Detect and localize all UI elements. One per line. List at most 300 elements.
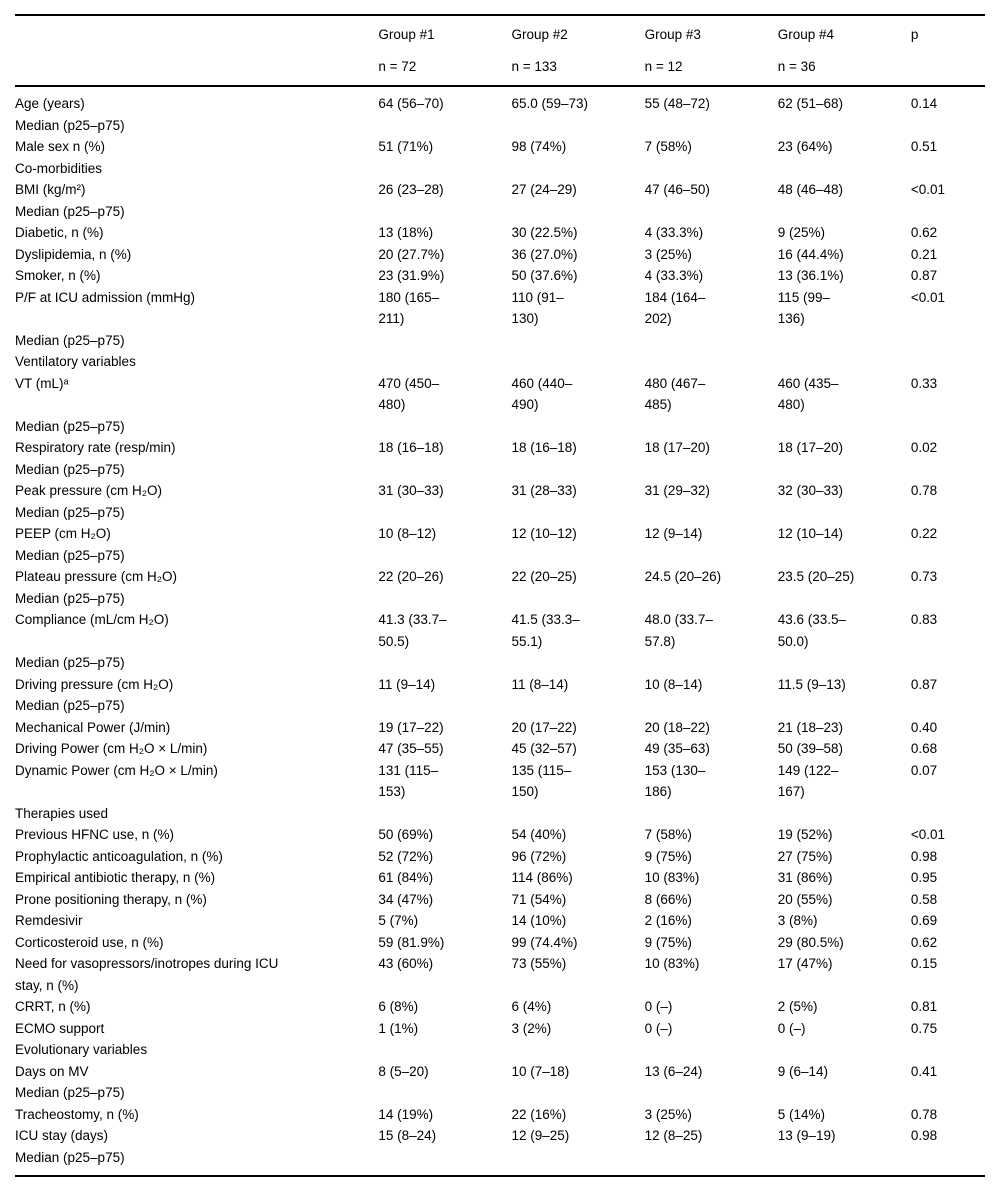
row-value: 71 (54%) bbox=[511, 891, 567, 907]
row-value bbox=[511, 351, 644, 373]
table-row bbox=[15, 932, 985, 954]
row-p-value: 0.98 bbox=[910, 1128, 938, 1143]
row-value bbox=[778, 1039, 911, 1061]
row-value: 12 (9–25) bbox=[511, 1128, 570, 1143]
row-value bbox=[378, 115, 511, 137]
row-label: Median (p25–p75) bbox=[15, 203, 125, 219]
header-cell-group-1: Group #1 bbox=[378, 27, 435, 42]
row-value bbox=[645, 201, 778, 223]
row-value: 3 (2%) bbox=[511, 1020, 552, 1036]
row-p-value bbox=[911, 351, 985, 373]
row-value: 115 (99–136) bbox=[777, 289, 831, 326]
row-value: 2 (16%) bbox=[644, 913, 692, 928]
row-p-value: 0.07 bbox=[910, 762, 938, 778]
row-value: 41.3 (33.7–50.5) bbox=[378, 612, 447, 649]
row-p-value: 0.98 bbox=[910, 848, 938, 864]
table-row bbox=[15, 86, 985, 115]
row-label: Driving Power (cm H₂O × L/min) bbox=[15, 741, 208, 756]
row-value: 6 (4%) bbox=[511, 999, 552, 1014]
table-row bbox=[15, 158, 985, 180]
row-value: 19 (17–22) bbox=[378, 719, 444, 735]
row-value: 15 (8–24) bbox=[378, 1128, 437, 1143]
row-value: 20 (55%) bbox=[777, 891, 833, 907]
row-value: 20 (17–22) bbox=[511, 719, 577, 735]
row-value: 22 (20–26) bbox=[378, 569, 444, 584]
row-label: Prone positioning therapy, n (%) bbox=[15, 891, 207, 907]
row-label: Median (p25–p75) bbox=[15, 590, 125, 606]
table-row bbox=[15, 265, 985, 287]
table-row bbox=[15, 523, 985, 545]
row-label: Peak pressure (cm H₂O) bbox=[15, 483, 163, 498]
row-label: Median (p25–p75) bbox=[15, 332, 125, 348]
row-value: 12 (8–25) bbox=[644, 1128, 703, 1143]
row-value: 14 (19%) bbox=[378, 1106, 434, 1122]
table-row bbox=[15, 1104, 985, 1126]
row-value: 10 (83%) bbox=[644, 956, 700, 971]
table-row bbox=[15, 1147, 985, 1177]
row-value: 10 (7–18) bbox=[511, 1063, 570, 1079]
row-value bbox=[778, 459, 911, 481]
row-value: 18 (16–18) bbox=[378, 440, 444, 455]
row-label: Prophylactic anticoagulation, n (%) bbox=[15, 848, 223, 864]
table-row bbox=[15, 996, 985, 1018]
row-p-value bbox=[911, 1039, 985, 1061]
table-row bbox=[15, 609, 985, 652]
row-value: 5 (7%) bbox=[378, 913, 419, 928]
row-value: 31 (28–33) bbox=[511, 483, 577, 498]
row-value bbox=[378, 158, 511, 180]
row-label: Dyslipidemia, n (%) bbox=[15, 246, 132, 262]
row-value: 62 (51–68) bbox=[777, 96, 844, 111]
row-value: 41.5 (33.3–55.1) bbox=[511, 612, 580, 649]
row-value bbox=[778, 158, 911, 180]
row-label: CRRT, n (%) bbox=[15, 999, 91, 1014]
row-p-value bbox=[911, 803, 985, 825]
row-p-value bbox=[911, 545, 985, 567]
row-value: 10 (8–12) bbox=[378, 526, 437, 541]
row-value: 22 (16%) bbox=[511, 1106, 567, 1122]
row-value: 43 (60%) bbox=[378, 956, 434, 971]
row-p-value: 0.62 bbox=[910, 225, 938, 240]
row-value: 17 (47%) bbox=[777, 956, 833, 971]
row-label: Remdesivir bbox=[15, 913, 83, 928]
row-value bbox=[511, 201, 644, 223]
row-value: 34 (47%) bbox=[378, 891, 434, 907]
row-label: Male sex n (%) bbox=[15, 139, 106, 154]
table-row bbox=[15, 459, 985, 481]
row-value bbox=[378, 1147, 511, 1177]
row-value: 54 (40%) bbox=[511, 827, 567, 842]
header-cell-n-group-4: n = 36 bbox=[777, 58, 816, 74]
table-row bbox=[15, 502, 985, 524]
row-value: 50 (37.6%) bbox=[511, 268, 578, 283]
row-label: PEEP (cm H₂O) bbox=[15, 526, 111, 541]
row-value bbox=[645, 115, 778, 137]
row-p-value: 0.15 bbox=[910, 956, 938, 971]
row-value bbox=[511, 652, 644, 674]
row-label: Ventilatory variables bbox=[15, 354, 136, 369]
row-p-value: 0.69 bbox=[910, 913, 938, 928]
row-value: 0 (–) bbox=[777, 1020, 806, 1036]
row-value: 27 (24–29) bbox=[511, 182, 577, 197]
row-value: 52 (72%) bbox=[378, 848, 434, 864]
table-row bbox=[15, 717, 985, 739]
row-value bbox=[511, 158, 644, 180]
table-row bbox=[15, 244, 985, 266]
row-value: 16 (44.4%) bbox=[777, 246, 844, 262]
row-value: 11 (9–14) bbox=[378, 676, 436, 692]
row-value: 47 (35–55) bbox=[378, 741, 444, 756]
row-label: Median (p25–p75) bbox=[15, 418, 125, 434]
row-label: P/F at ICU admission (mmHg) bbox=[15, 289, 196, 305]
table-row bbox=[15, 738, 985, 760]
row-value bbox=[511, 545, 644, 567]
row-p-value bbox=[911, 502, 985, 524]
row-value: 22 (20–25) bbox=[511, 569, 577, 584]
table-row bbox=[15, 1082, 985, 1104]
row-value: 9 (25%) bbox=[777, 225, 826, 240]
row-value: 0 (–) bbox=[644, 999, 673, 1014]
row-value: 18 (17–20) bbox=[777, 440, 844, 455]
row-p-value bbox=[911, 1147, 985, 1177]
row-value bbox=[778, 416, 911, 438]
row-label: Median (p25–p75) bbox=[15, 1085, 125, 1100]
row-value: 9 (6–14) bbox=[777, 1063, 829, 1079]
results-table bbox=[15, 14, 985, 1177]
header-cell-p: p bbox=[910, 27, 919, 42]
row-value: 470 (450–480) bbox=[378, 375, 440, 412]
row-value: 12 (10–12) bbox=[511, 526, 577, 541]
row-value: 49 (35–63) bbox=[644, 741, 710, 756]
row-p-value bbox=[911, 158, 985, 180]
row-p-value: <0.01 bbox=[910, 182, 946, 197]
table-row bbox=[15, 824, 985, 846]
row-p-value: 0.73 bbox=[910, 569, 938, 584]
table-row bbox=[15, 695, 985, 717]
row-label: Respiratory rate (resp/min) bbox=[15, 440, 176, 455]
row-value: 23 (31.9%) bbox=[378, 268, 445, 283]
row-p-value: 0.87 bbox=[910, 676, 938, 692]
row-value: 10 (83%) bbox=[644, 870, 700, 885]
row-value bbox=[778, 1147, 911, 1177]
row-value bbox=[645, 1082, 778, 1104]
row-value: 3 (8%) bbox=[777, 913, 818, 928]
row-label: Median (p25–p75) bbox=[15, 461, 125, 477]
row-value: 1 (1%) bbox=[378, 1020, 419, 1036]
row-value bbox=[645, 1039, 778, 1061]
row-value: 7 (58%) bbox=[644, 827, 692, 842]
row-p-value bbox=[911, 416, 985, 438]
row-value bbox=[645, 158, 778, 180]
row-label: Diabetic, n (%) bbox=[15, 225, 104, 240]
row-value: 4 (33.3%) bbox=[644, 225, 704, 240]
row-value bbox=[511, 695, 644, 717]
row-label: ECMO support bbox=[15, 1020, 105, 1036]
header-cell-n-p bbox=[911, 46, 985, 87]
table-row bbox=[15, 201, 985, 223]
row-p-value: 0.41 bbox=[910, 1063, 938, 1079]
row-value: 114 (86%) bbox=[511, 870, 573, 885]
row-value: 23 (64%) bbox=[777, 139, 833, 154]
row-value bbox=[511, 330, 644, 352]
row-value bbox=[778, 1082, 911, 1104]
row-label: Median (p25–p75) bbox=[15, 698, 125, 713]
table-body bbox=[15, 86, 985, 1176]
row-p-value: 0.22 bbox=[910, 526, 938, 541]
row-value bbox=[511, 1039, 644, 1061]
row-value: 31 (29–32) bbox=[644, 483, 710, 498]
table-row bbox=[15, 652, 985, 674]
row-value: 0 (–) bbox=[644, 1020, 673, 1036]
row-value: 27 (75%) bbox=[777, 848, 833, 864]
header-cell-group-3: Group #3 bbox=[644, 27, 701, 42]
row-p-value: 0.68 bbox=[910, 741, 938, 756]
row-value: 31 (30–33) bbox=[378, 483, 444, 498]
row-value: 18 (17–20) bbox=[644, 440, 710, 455]
row-label: Empirical antibiotic therapy, n (%) bbox=[15, 870, 216, 885]
table-row bbox=[15, 545, 985, 567]
row-p-value: 0.78 bbox=[910, 483, 938, 498]
row-value: 21 (18–23) bbox=[777, 719, 844, 735]
row-value bbox=[378, 351, 511, 373]
table-row bbox=[15, 351, 985, 373]
table-row bbox=[15, 373, 985, 416]
row-value: 45 (32–57) bbox=[511, 741, 577, 756]
table-row bbox=[15, 480, 985, 502]
row-value: 135 (115–150) bbox=[511, 762, 572, 799]
row-label: Mechanical Power (J/min) bbox=[15, 719, 171, 735]
header-cell-n-spacer bbox=[15, 46, 378, 87]
row-value bbox=[378, 803, 511, 825]
header-cell-n-group-3: n = 12 bbox=[644, 58, 683, 74]
row-p-value bbox=[911, 588, 985, 610]
row-value bbox=[778, 545, 911, 567]
row-value bbox=[645, 695, 778, 717]
row-value bbox=[778, 330, 911, 352]
row-value: 110 (91–130) bbox=[511, 289, 564, 326]
row-value: 50 (39–58) bbox=[777, 741, 844, 756]
table-row bbox=[15, 136, 985, 158]
row-value: 43.6 (33.5–50.0) bbox=[777, 612, 847, 649]
row-p-value: 0.21 bbox=[910, 246, 938, 262]
row-label: Smoker, n (%) bbox=[15, 268, 101, 283]
row-label: Median (p25–p75) bbox=[15, 504, 125, 520]
row-p-value: 0.51 bbox=[910, 139, 938, 154]
row-value: 7 (58%) bbox=[644, 139, 692, 154]
row-label: Need for vasopressors/inotropes during ICU stay, n (%) bbox=[15, 956, 279, 993]
row-label: VT (mL)ᵃ bbox=[15, 375, 69, 391]
row-value bbox=[378, 1039, 511, 1061]
row-value: 12 (9–14) bbox=[644, 526, 703, 541]
row-value: 11 (8–14) bbox=[511, 676, 569, 692]
row-value: 50 (69%) bbox=[378, 827, 434, 842]
row-label: Co-morbidities bbox=[15, 160, 103, 176]
row-label: Median (p25–p75) bbox=[15, 547, 125, 563]
row-p-value: 0.87 bbox=[910, 268, 938, 283]
row-value bbox=[378, 330, 511, 352]
row-label: Therapies used bbox=[15, 805, 109, 821]
table-row bbox=[15, 416, 985, 438]
row-value: 180 (165–211) bbox=[378, 289, 440, 326]
row-value: 4 (33.3%) bbox=[644, 268, 704, 283]
row-label: Dynamic Power (cm H₂O × L/min) bbox=[15, 762, 218, 778]
row-value bbox=[511, 588, 644, 610]
row-value: 55 (48–72) bbox=[644, 96, 710, 111]
row-value: 10 (8–14) bbox=[644, 676, 703, 692]
row-value: 61 (84%) bbox=[378, 870, 434, 885]
header-cell-group-2: Group #2 bbox=[511, 27, 568, 42]
header-row-groups bbox=[15, 15, 985, 46]
row-value bbox=[511, 416, 644, 438]
row-value bbox=[645, 330, 778, 352]
row-value: 13 (18%) bbox=[378, 225, 434, 240]
header-cell-group-4: Group #4 bbox=[777, 27, 835, 42]
header-cell-label-spacer bbox=[15, 15, 378, 46]
row-value: 47 (46–50) bbox=[644, 182, 710, 197]
row-p-value bbox=[911, 115, 985, 137]
row-value: 13 (36.1%) bbox=[777, 268, 844, 283]
row-p-value: 0.62 bbox=[910, 934, 938, 950]
row-value: 9 (75%) bbox=[644, 848, 692, 864]
row-value bbox=[645, 459, 778, 481]
table-row bbox=[15, 437, 985, 459]
row-value bbox=[778, 502, 911, 524]
row-value bbox=[778, 201, 911, 223]
row-label: Median (p25–p75) bbox=[15, 1149, 125, 1165]
table-row bbox=[15, 953, 985, 996]
header-row-n bbox=[15, 46, 985, 87]
table-header bbox=[15, 15, 985, 86]
row-value: 11.5 (9–13) bbox=[777, 676, 846, 692]
row-value: 9 (75%) bbox=[644, 934, 692, 950]
table-row bbox=[15, 1061, 985, 1083]
row-value: 96 (72%) bbox=[511, 848, 567, 864]
row-value bbox=[511, 115, 644, 137]
row-p-value: <0.01 bbox=[910, 827, 946, 842]
table-row bbox=[15, 846, 985, 868]
row-p-value: 0.83 bbox=[910, 612, 938, 627]
table-row bbox=[15, 1039, 985, 1061]
table-row bbox=[15, 1018, 985, 1040]
row-value bbox=[645, 416, 778, 438]
row-value bbox=[511, 1082, 644, 1104]
row-value bbox=[511, 502, 644, 524]
table-row bbox=[15, 588, 985, 610]
row-p-value bbox=[911, 330, 985, 352]
row-value: 48 (46–48) bbox=[777, 182, 844, 197]
row-value bbox=[511, 803, 644, 825]
row-value: 6 (8%) bbox=[378, 999, 419, 1014]
row-value: 29 (80.5%) bbox=[777, 934, 844, 950]
row-label: Tracheostomy, n (%) bbox=[15, 1106, 139, 1122]
row-value: 14 (10%) bbox=[511, 913, 567, 928]
row-value: 24.5 (20–26) bbox=[644, 569, 722, 584]
row-value bbox=[511, 459, 644, 481]
table-row bbox=[15, 760, 985, 803]
row-value bbox=[778, 351, 911, 373]
table-row bbox=[15, 287, 985, 330]
table-row bbox=[15, 889, 985, 911]
row-value bbox=[645, 803, 778, 825]
row-value: 48.0 (33.7–57.8) bbox=[644, 612, 713, 649]
row-p-value: 0.78 bbox=[910, 1106, 938, 1122]
row-value: 32 (30–33) bbox=[777, 483, 844, 498]
row-value: 149 (122–167) bbox=[777, 762, 839, 799]
row-p-value: 0.02 bbox=[910, 440, 938, 455]
row-value bbox=[378, 201, 511, 223]
table-row bbox=[15, 1125, 985, 1147]
row-label: Evolutionary variables bbox=[15, 1042, 148, 1057]
row-value: 184 (164–202) bbox=[644, 289, 706, 326]
row-label: ICU stay (days) bbox=[15, 1128, 109, 1143]
row-label: Median (p25–p75) bbox=[15, 655, 125, 670]
row-value: 98 (74%) bbox=[511, 139, 567, 154]
row-p-value: 0.33 bbox=[910, 375, 938, 391]
row-label: Previous HFNC use, n (%) bbox=[15, 827, 175, 842]
row-value: 23.5 (20–25) bbox=[777, 569, 855, 584]
row-value: 3 (25%) bbox=[644, 246, 692, 262]
row-value: 31 (86%) bbox=[777, 870, 833, 885]
row-value bbox=[645, 502, 778, 524]
row-value: 12 (10–14) bbox=[777, 526, 844, 541]
row-label: Days on MV bbox=[15, 1063, 89, 1079]
row-value: 131 (115–153) bbox=[378, 762, 439, 799]
row-label: Corticosteroid use, n (%) bbox=[15, 934, 164, 950]
row-value bbox=[378, 502, 511, 524]
row-value: 36 (27.0%) bbox=[511, 246, 578, 262]
row-value bbox=[645, 652, 778, 674]
row-value: 64 (56–70) bbox=[378, 96, 444, 111]
row-value: 20 (27.7%) bbox=[378, 246, 445, 262]
row-value bbox=[778, 588, 911, 610]
row-value: 8 (66%) bbox=[644, 891, 692, 907]
row-value: 65.0 (59–73) bbox=[511, 96, 589, 111]
row-value: 20 (18–22) bbox=[644, 719, 710, 735]
row-value: 26 (23–28) bbox=[378, 182, 444, 197]
row-value bbox=[778, 115, 911, 137]
table-row bbox=[15, 179, 985, 201]
row-value: 5 (14%) bbox=[777, 1106, 826, 1122]
table-row bbox=[15, 222, 985, 244]
row-value: 460 (435–480) bbox=[777, 375, 839, 412]
header-cell-n-group-1: n = 72 bbox=[378, 58, 417, 74]
row-value: 2 (5%) bbox=[777, 999, 818, 1014]
row-p-value bbox=[911, 652, 985, 674]
row-value: 13 (9–19) bbox=[777, 1128, 836, 1143]
table-row bbox=[15, 115, 985, 137]
row-value: 51 (71%) bbox=[378, 139, 434, 154]
row-value: 73 (55%) bbox=[511, 956, 567, 971]
row-value: 8 (5–20) bbox=[378, 1063, 429, 1079]
row-value: 19 (52%) bbox=[777, 827, 833, 842]
row-value bbox=[645, 545, 778, 567]
row-label: Driving pressure (cm H₂O) bbox=[15, 676, 174, 692]
row-value bbox=[778, 695, 911, 717]
row-p-value: 0.95 bbox=[910, 870, 938, 885]
row-value bbox=[378, 588, 511, 610]
row-value bbox=[378, 416, 511, 438]
row-value bbox=[378, 652, 511, 674]
table-row bbox=[15, 910, 985, 932]
row-value bbox=[778, 652, 911, 674]
row-p-value bbox=[911, 1082, 985, 1104]
row-value: 18 (16–18) bbox=[511, 440, 577, 455]
table-row bbox=[15, 674, 985, 696]
row-value bbox=[378, 459, 511, 481]
header-cell-n-group-2: n = 133 bbox=[511, 58, 557, 74]
row-value: 13 (6–24) bbox=[644, 1063, 703, 1079]
row-p-value: 0.58 bbox=[910, 891, 938, 907]
